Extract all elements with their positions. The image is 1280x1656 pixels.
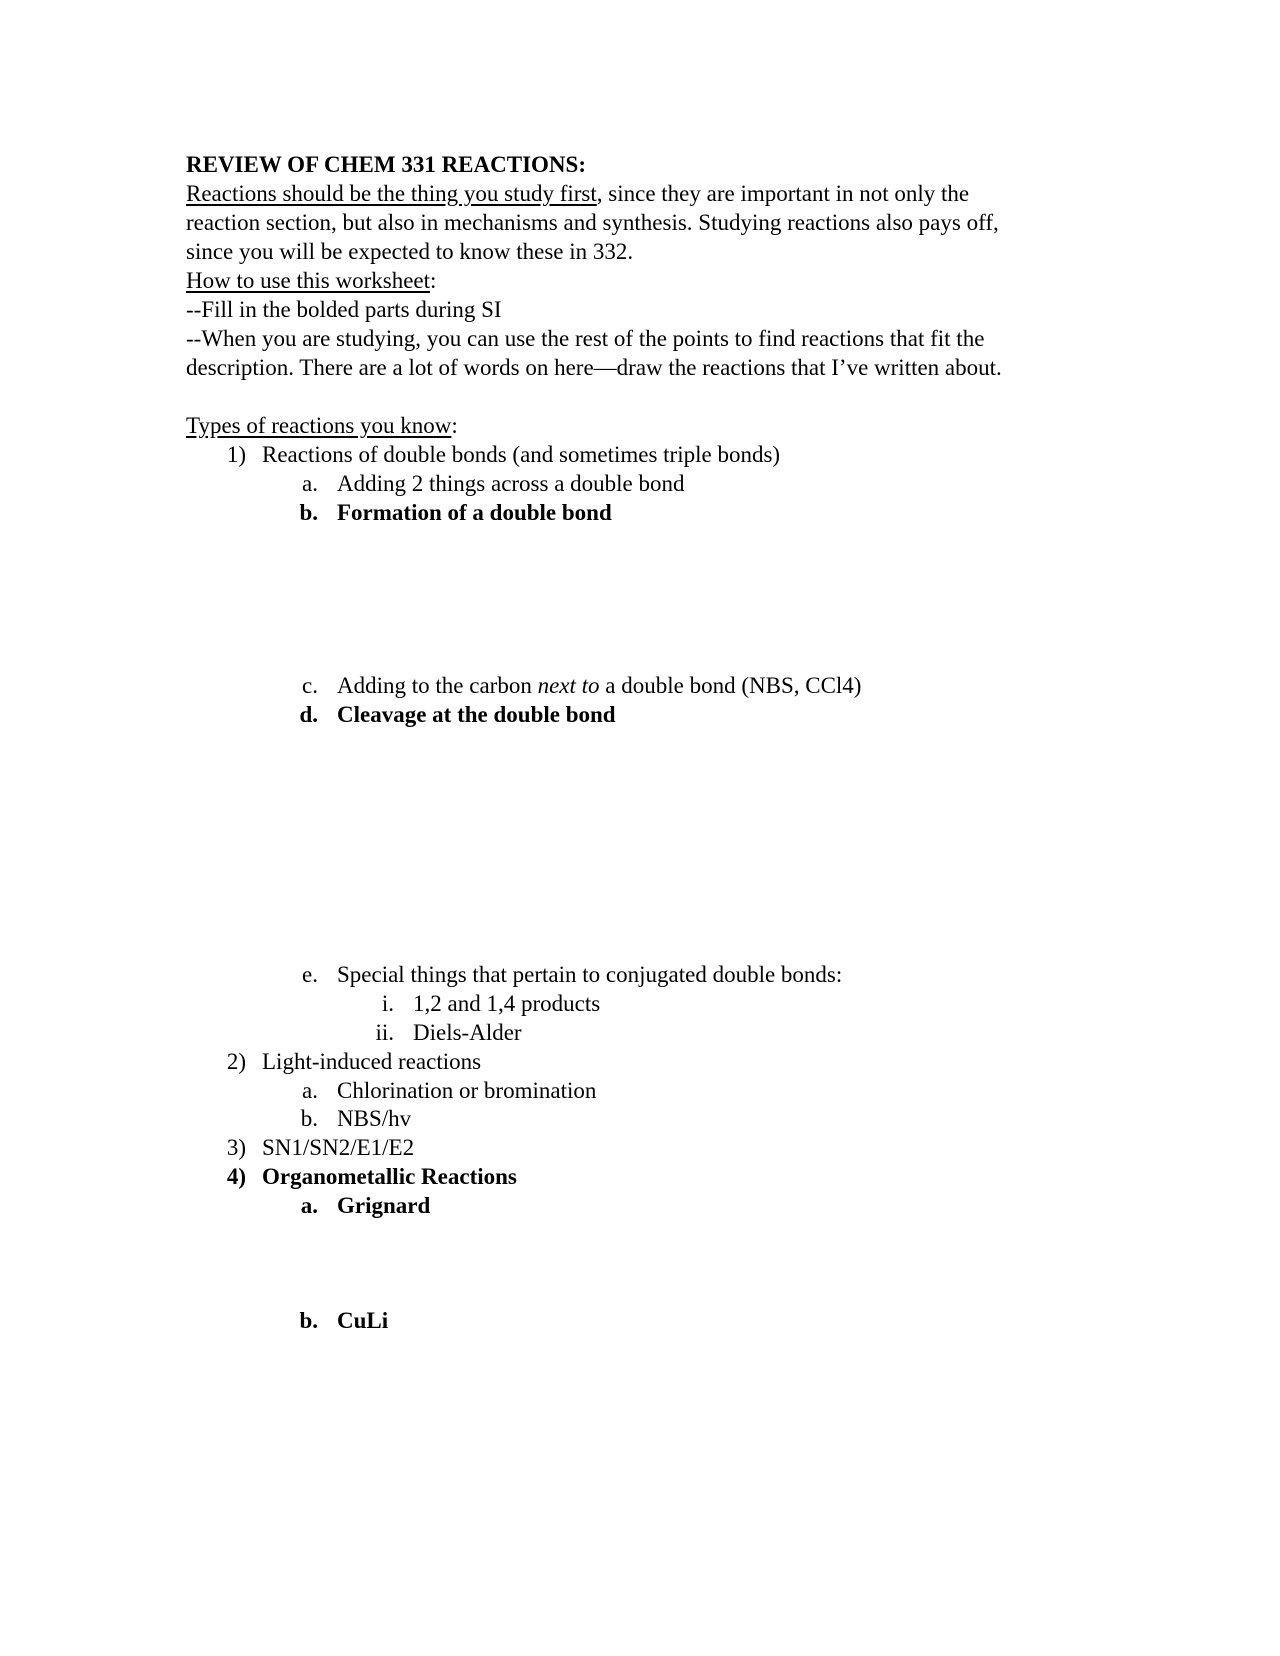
outline-1a-marker: a. [302, 471, 318, 496]
outline-1d-marker: d. [299, 702, 318, 727]
outline-1e-marker: e. [302, 962, 318, 987]
howto-heading-line [186, 266, 436, 295]
outline-1e-ii-marker: ii. [375, 1020, 394, 1045]
outline-1c-marker: c. [302, 673, 318, 698]
outline-1d-label: Cleavage at the double bond [337, 702, 616, 727]
intro-underlined-phrase: Reactions should be the thing you study first [186, 181, 597, 206]
outline-2-label: Light-induced reactions [262, 1049, 482, 1074]
outline-4b-label: CuLi [337, 1308, 389, 1333]
types-colon: : [451, 413, 458, 438]
outline-1e-i-label: 1,2 and 1,4 products [413, 991, 601, 1016]
outline-1c-label-italic: next to [537, 673, 600, 698]
outline-3-marker: 3) [226, 1135, 246, 1160]
outline-2b-marker: b. [300, 1106, 318, 1131]
intro-line-3: since you will be expected to know these in 332. [186, 239, 634, 264]
outline-1c-label-post: a double bond (NBS, CCl4) [599, 673, 862, 698]
outline-1e-label: Special things that pertain to conjugated double bonds: [337, 962, 843, 987]
outline-1-marker: 1) [226, 442, 246, 467]
outline-1c-label-pre: Adding to the carbon [337, 673, 538, 698]
intro-line-1 [186, 179, 969, 208]
intro-line-2: reaction section, but also in mechanisms and synthesis. Studying reactions also pays off, [186, 210, 999, 235]
outline-4a-label: Grignard [337, 1193, 431, 1218]
outline-2a-marker: a. [302, 1078, 318, 1103]
outline-4-label: Organometallic Reactions [262, 1164, 517, 1189]
page-title: REVIEW OF CHEM 331 REACTIONS: [186, 152, 586, 177]
howto-item-1: --Fill in the bolded parts during SI [186, 297, 502, 322]
outline-4b-marker: b. [299, 1308, 318, 1333]
outline-4-marker: 4) [226, 1164, 246, 1189]
outline-1e-ii-label: Diels-Alder [413, 1020, 522, 1045]
howto-heading: How to use this worksheet [186, 268, 431, 293]
intro-line-1-rest: , since they are important in not only the [596, 181, 970, 206]
outline-1-label: Reactions of double bonds (and sometimes triple bonds) [262, 442, 781, 467]
howto-item-2-line-2: description. There are a lot of words on here—draw the reactions that I’ve written about. [186, 355, 1002, 380]
outline-3-label: SN1/SN2/E1/E2 [262, 1135, 415, 1160]
outline-2b-label: NBS/hv [337, 1106, 412, 1131]
outline-4a-marker: a. [300, 1193, 318, 1218]
howto-colon: : [430, 268, 437, 293]
outline-2a-label: Chlorination or bromination [337, 1078, 597, 1103]
outline-2-marker: 2) [226, 1049, 246, 1074]
outline-1a-label: Adding 2 things across a double bond [337, 471, 685, 496]
types-heading: Types of reactions you know [186, 413, 452, 438]
outline-1b-marker: b. [299, 500, 318, 525]
howto-item-2-line-1: --When you are studying, you can use the rest of the points to find reactions that fit the [186, 326, 985, 351]
outline-1e-i-marker: i. [381, 991, 394, 1016]
outline-1b-label: Formation of a double bond [337, 500, 612, 525]
types-heading-line [186, 411, 458, 440]
outline-1c-label [337, 671, 861, 700]
